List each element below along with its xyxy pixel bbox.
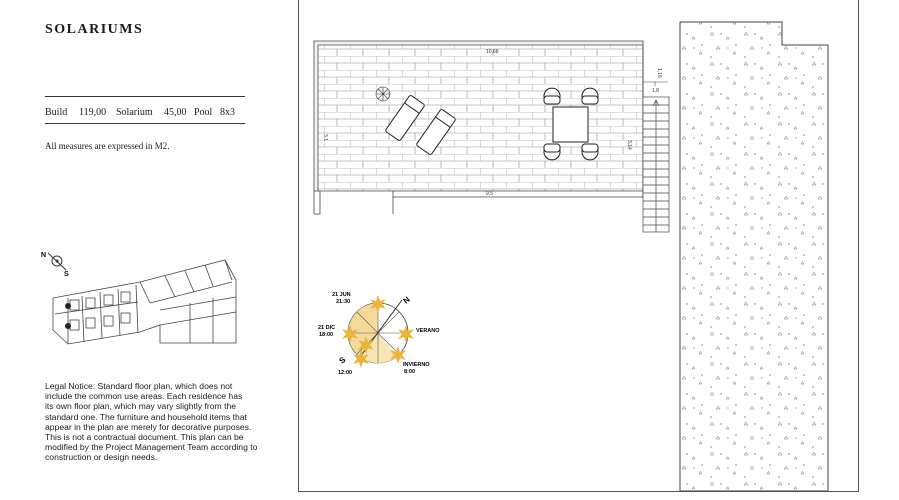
solarium-plan bbox=[298, 0, 859, 492]
divider-top bbox=[45, 96, 245, 97]
site-plan bbox=[0, 240, 298, 350]
legal-line: its own floor plan, which may vary slightly from the bbox=[45, 401, 237, 412]
dim-top: 10,68 bbox=[486, 49, 499, 55]
legal-line: modified by the Project Management Team according to bbox=[45, 442, 258, 453]
site-compass-icon bbox=[41, 252, 69, 278]
plan-frame bbox=[298, 0, 859, 492]
specs-row bbox=[45, 107, 235, 118]
jun-time: 21:30 bbox=[336, 299, 351, 305]
build-value: 119,00 bbox=[79, 107, 107, 118]
dic-time: 18:00 bbox=[319, 332, 334, 338]
dim-right: 3,14 bbox=[626, 140, 632, 150]
units-note: All measures are expressed in M2. bbox=[45, 141, 170, 151]
south-time: 12:00 bbox=[338, 370, 353, 376]
building-block bbox=[53, 260, 236, 344]
jun-date: 21 JUN bbox=[332, 292, 351, 298]
garden-area bbox=[680, 22, 828, 491]
legal-line: This is not a contractual document. This plan can be bbox=[45, 432, 244, 443]
solarium-label: Solarium bbox=[116, 107, 153, 118]
dim-bottom: 9,5 bbox=[486, 191, 493, 197]
info-panel bbox=[0, 0, 298, 500]
site-north-label: N bbox=[41, 252, 47, 259]
legal-line: include the common use areas. Each residence has bbox=[45, 391, 243, 402]
divider-bottom bbox=[45, 123, 245, 124]
sun-south-label: S bbox=[337, 355, 348, 366]
pool-value: 8x3 bbox=[220, 107, 235, 118]
site-marker bbox=[65, 323, 71, 329]
solarium-value: 45,00 bbox=[164, 107, 187, 118]
site-marker bbox=[65, 303, 71, 309]
winter-label: INVIERNO bbox=[403, 362, 430, 368]
build-label: Build bbox=[45, 107, 68, 118]
terrace bbox=[314, 41, 668, 214]
dic-date: 21 DIC bbox=[318, 325, 336, 331]
legal-line: appear in the plan are merely for decorative purposes. bbox=[45, 421, 252, 432]
legal-line: standard one. The furniture and household items that bbox=[45, 411, 247, 422]
dim-left: 3,1 bbox=[322, 134, 328, 141]
dim-step: 1,8 bbox=[652, 88, 659, 94]
sun-path-diagram bbox=[318, 292, 440, 376]
parasol-icon bbox=[376, 87, 390, 101]
legal-line: Legal Notice: Standard floor plan, which does not bbox=[45, 381, 233, 391]
staircase bbox=[643, 97, 669, 232]
legal-line: construction or design needs. bbox=[45, 452, 158, 463]
dim-small: 1,16 bbox=[656, 68, 662, 78]
legal-notice bbox=[45, 381, 280, 463]
summer-label: VERANO bbox=[416, 328, 440, 334]
site-south-label: S bbox=[64, 271, 69, 278]
pool-label: Pool bbox=[194, 107, 213, 118]
sun-north-label: N bbox=[401, 294, 412, 306]
winter-time: 8:00 bbox=[404, 369, 416, 375]
page-title: SOLARIUMS bbox=[45, 22, 144, 37]
sun-icon bbox=[398, 325, 414, 343]
